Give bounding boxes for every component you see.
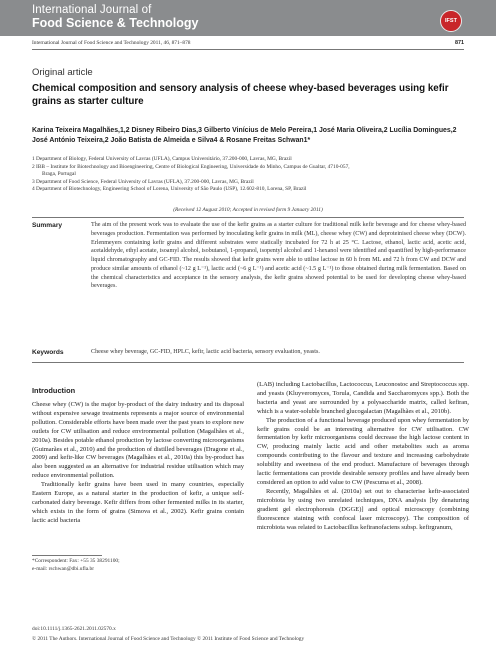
body-left-column (32, 386, 244, 526)
journal-citation: International Journal of Food Science and Technology 2011, 46, 871–878 (32, 40, 191, 46)
correspondent-email: e-mail: rschwan@dbi.ufla.br (32, 565, 94, 572)
intro-paragraph-4: The production of a functional beverage produced upon whey fermentation by kefir grains could be an interesting alternative for CW utilisation. CW fermentation by kefir microorganisms could decrease the high lactose content in CW, producing mainly lactic acid and other metabolites such as aroma compounds contributing to the flavour and texture and increasing carbohydrate solubility and sweetness of the end product. Manufacture of beverages through lactic fermentations can provide desirable sensory profiles and have already been considered an option to add value to CW (Pescuma et al., 2008). (257, 416, 469, 486)
intro-paragraph-1: Cheese whey (CW) is the major by-product of the dairy industry and its disposal without expensive sewage treatments represents a major source of environmental pollution. Considerable efforts have been made over the past years to explore new outlets for CW utilisation and reduce environmental pollution (Magalhães et al., 2010a). Besides potable ethanol production by lactose converting microorganisms (Guimarães et al., 2010) and the production of distilled beverages (Dragone et al., 2009) and kefir-like CW beverages (Magalhães et al., 2010a) this by-product has also been suggested as an alternative for industrial residue utilisation which may reduce environmental pollution. (32, 401, 244, 480)
affiliation-1: 1 Department of Biology, Federal University of Lavras (UFLA), Campus Universitário, 37.200-000, Lavras, MG, Brazil (32, 156, 292, 162)
intro-paragraph-5: Recently, Magalhães et al. (2010a) set out to characterise kefir-associated microbiota by using two unrelated techniques, DNA analysis [by denaturing gradient gel electrophoresis (DGGE)] and optical microscopy (combining fluorescence staining with confocal laser microscopy). The composition of microbiota was related to Lactobacillus kefiranofaciens subsp. kefirgranum, (257, 487, 469, 531)
header-rule (32, 49, 464, 50)
footnote-rule (32, 555, 102, 556)
intro-paragraph-2: Traditionally kefir grains have been used in many countries, especially Eastern Europe, as a natural starter in the production of kefir, a unique self-carbonated dairy beverage. Kefir differs from other fermented milks in its starter, which exists in the form of grains (Simova et al., 2002). Kefir grains contain lactic acid bacteria (32, 481, 244, 524)
keywords-label: Keywords (32, 349, 64, 356)
article-title: Chemical composition and sensory analysis of cheese whey-based beverages using kefir grains as starter culture (32, 83, 449, 107)
correspondent-fax: *Correspondent: Fax: +55 35 38291100; (32, 558, 120, 564)
keywords-text: Cheese whey beverage, GC-FID, HPLC, kefir, lactic acid bacteria, sensory evaluation, yeasts. (91, 349, 320, 355)
copyright: © 2011 The Authors. International Journal of Food Science and Technology © 2011 Institute of Food Science and Technology (32, 636, 305, 642)
page-number: 871 (455, 40, 464, 46)
journal-name (32, 4, 198, 30)
affiliation-2-cont: Braga, Portugal (42, 171, 76, 177)
body-right-column (257, 381, 469, 532)
journal-header-band (0, 0, 496, 36)
intro-paragraph-3: (LAB) including Lactobacillus, Lactococcus, Leuconostoc and Streptococcus spp. and yeasts (Kluyveromyces, Torula, Candida and Saccharomyces spp.). Both the bacteria and yeast are surrounded by a polysaccharide matrix, called kefiran, which is a water-soluble branched glucogalactan (Magalhães et al., 2010b). (257, 381, 469, 415)
summary-top-rule (32, 217, 464, 218)
ifst-logo: IFST (440, 10, 462, 32)
affiliation-3: 3 Department of Food Science, Federal University of Lavras (UFLA), 37.200-000, Lavras, MG, Brazil (32, 178, 254, 185)
summary-label: Summary (32, 222, 63, 229)
affiliation-4: 4 Department of Biotechnology, Engineering School of Lorena, University of São Paulo (USP), 12.602-810, Lorena, SP, Brazil (32, 186, 307, 192)
summary-text: The aim of the present work was to evaluate the use of the kefir grains as a starter culture for traditional milk kefir beverage and for cheese whey-based beverages production. Fermentation was performed by inoculating kefir grains in milk (ML), cheese whey (CW) and deproteinised cheese whey (DCW). Erlenmeyers containing kefir grains and different substrates were statically incubated for 72 h at 25 °C. Lactose, ethanol, lactic acid, acetic acid, acetaldehyde, ethyl acetate, isoamyl alcohol, isobutanol, 1-propanol, isopentyl alcohol and 1-hexanol were identified and quantified by high-performance liquid chromatography and GC-FID. The results showed that kefir grains were able to utilise lactose in 60 h from ML and 72 h from CW and DCW and produce similar amounts of ethanol (~12 g L⁻¹), lactic acid (~6 g L⁻¹) and acetic acid (~1.5 g L⁻¹) to those obtained during milk fermentation. Based on the chemical characteristics and acceptance in the sensory analysis, the kefir grains showed potential to be used for developing cheese whey-based beverages. (91, 222, 466, 290)
correspondence-note (32, 558, 244, 573)
doi: doi:10.1111/j.1365-2621.2011.02570.x (32, 626, 116, 632)
keywords-bottom-rule (32, 362, 464, 363)
journal-name-line1: International Journal of (32, 4, 152, 16)
journal-name-line2: Food Science & Technology (32, 16, 199, 30)
affiliation-2: 2 IBB – Institute for Biotechnology and Bioengineering, Centre of Biological Engineering, Universidade do Minho, Campus de Gualtar, 4710-057, (32, 163, 350, 170)
affiliations (32, 156, 472, 194)
received-dates: (Received 12 August 2010; Accepted in revised form 9 January 2011) (173, 207, 323, 213)
introduction-heading: Introduction (32, 386, 76, 395)
article-type: Original article (32, 67, 93, 78)
author-list: Karina Teixeira Magalhães,1,2 Disney Ribeiro Dias,3 Gilberto Vinícius de Melo Pereira,1 José Maria Oliveira,2 Lucília Domingues,2 José António Teixeira,2 João Batista de Almeida e Silva4 & Rosane Freitas Schwan1* (32, 127, 457, 144)
